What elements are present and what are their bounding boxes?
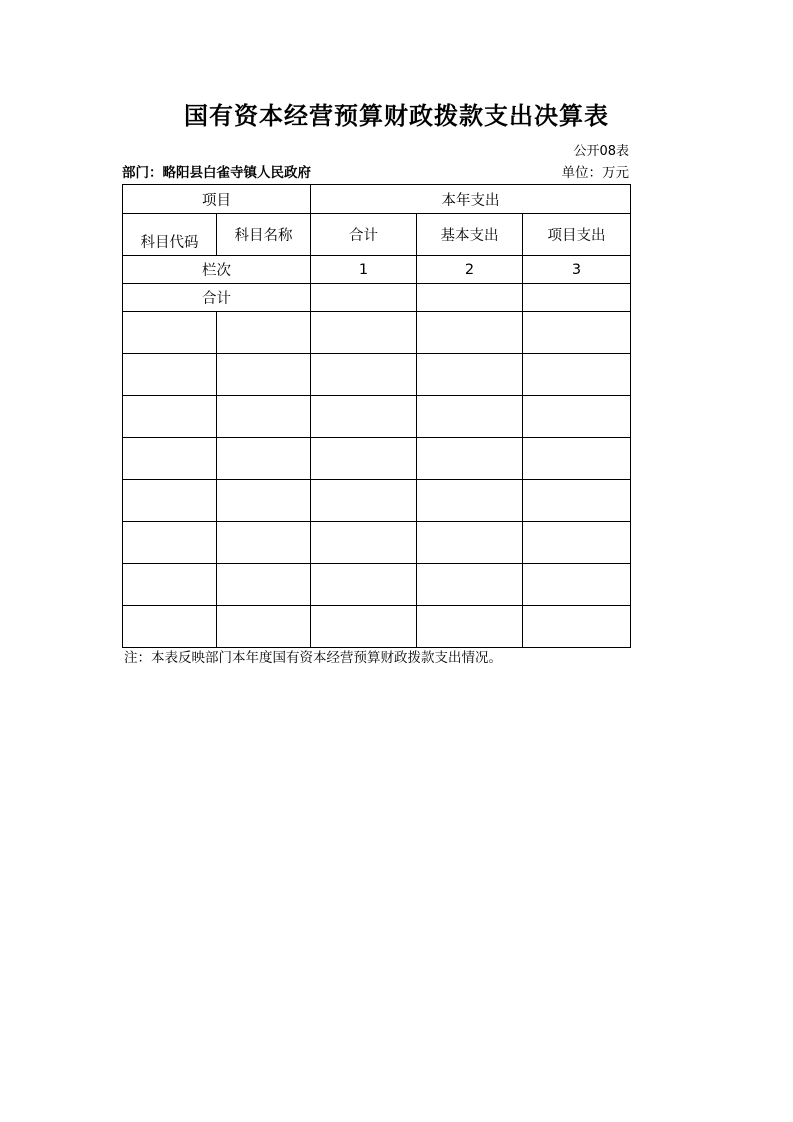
cell-basic-expenditure[interactable]	[417, 606, 523, 648]
cell-project-expenditure[interactable]	[523, 396, 631, 438]
page-title: 国有资本经营预算财政拨款支出决算表	[184, 102, 609, 130]
table-row	[123, 564, 631, 606]
column-header-subject-code	[123, 214, 217, 256]
cell-basic-expenditure[interactable]	[417, 354, 523, 396]
total-value-1[interactable]	[311, 284, 417, 312]
table-row	[123, 354, 631, 396]
table-total-row	[123, 284, 631, 312]
cell-subject-code[interactable]	[123, 564, 217, 606]
cell-subject-code[interactable]	[123, 354, 217, 396]
cell-subject-name[interactable]	[217, 522, 311, 564]
cell-project-expenditure[interactable]	[523, 564, 631, 606]
form-number: 公开08表	[573, 144, 629, 159]
cell-subject-code[interactable]	[123, 606, 217, 648]
cell-basic-expenditure[interactable]	[417, 480, 523, 522]
cell-project-expenditure[interactable]	[523, 354, 631, 396]
cell-total[interactable]	[311, 354, 417, 396]
cell-project-expenditure[interactable]	[523, 480, 631, 522]
cell-project-expenditure[interactable]	[523, 606, 631, 648]
cell-subject-code[interactable]	[123, 522, 217, 564]
cell-subject-name[interactable]	[217, 606, 311, 648]
total-value-2[interactable]	[417, 284, 523, 312]
column-header-basic-expenditure: 基本支出	[417, 214, 523, 256]
table-row	[123, 606, 631, 648]
table-row	[123, 438, 631, 480]
cell-total[interactable]	[311, 522, 417, 564]
table-column-header-row	[123, 214, 631, 256]
cell-subject-name[interactable]	[217, 564, 311, 606]
row-index-label: 栏次	[123, 256, 311, 284]
cell-total[interactable]	[311, 480, 417, 522]
column-header-total: 合计	[311, 214, 417, 256]
row-index-2: 2	[417, 256, 523, 284]
cell-basic-expenditure[interactable]	[417, 438, 523, 480]
budget-table	[122, 184, 631, 648]
cell-subject-name[interactable]	[217, 354, 311, 396]
cell-basic-expenditure[interactable]	[417, 564, 523, 606]
department-line: 部门：略阳县白雀寺镇人民政府	[122, 165, 311, 181]
cell-subject-code[interactable]	[123, 438, 217, 480]
cell-total[interactable]	[311, 606, 417, 648]
cell-basic-expenditure[interactable]	[417, 522, 523, 564]
column-header-project-expenditure: 项目支出	[523, 214, 631, 256]
cell-basic-expenditure[interactable]	[417, 396, 523, 438]
table-row	[123, 522, 631, 564]
column-header-subject-code-label: 科目代码	[140, 235, 199, 251]
column-header-subject-name: 科目名称	[217, 214, 311, 256]
cell-subject-name[interactable]	[217, 312, 311, 354]
table-row	[123, 312, 631, 354]
table-row	[123, 396, 631, 438]
row-index-3: 3	[523, 256, 631, 284]
cell-subject-name[interactable]	[217, 480, 311, 522]
cell-total[interactable]	[311, 312, 417, 354]
row-index-1: 1	[311, 256, 417, 284]
table-header-group-row	[123, 185, 631, 214]
table-note: 注：本表反映部门本年度国有资本经营预算财政拨款支出情况。	[124, 650, 502, 666]
cell-basic-expenditure[interactable]	[417, 312, 523, 354]
cell-project-expenditure[interactable]	[523, 438, 631, 480]
cell-subject-code[interactable]	[123, 312, 217, 354]
cell-total[interactable]	[311, 396, 417, 438]
table-row-index-row	[123, 256, 631, 284]
cell-subject-code[interactable]	[123, 396, 217, 438]
cell-subject-name[interactable]	[217, 438, 311, 480]
table-row	[123, 480, 631, 522]
total-value-3[interactable]	[523, 284, 631, 312]
cell-project-expenditure[interactable]	[523, 522, 631, 564]
total-label: 合计	[123, 284, 311, 312]
cell-total[interactable]	[311, 564, 417, 606]
header-group-left: 项目	[123, 185, 311, 214]
cell-total[interactable]	[311, 438, 417, 480]
cell-project-expenditure[interactable]	[523, 312, 631, 354]
cell-subject-code[interactable]	[123, 480, 217, 522]
cell-subject-name[interactable]	[217, 396, 311, 438]
unit-line: 单位：万元	[561, 165, 629, 181]
header-group-right: 本年支出	[311, 185, 631, 214]
